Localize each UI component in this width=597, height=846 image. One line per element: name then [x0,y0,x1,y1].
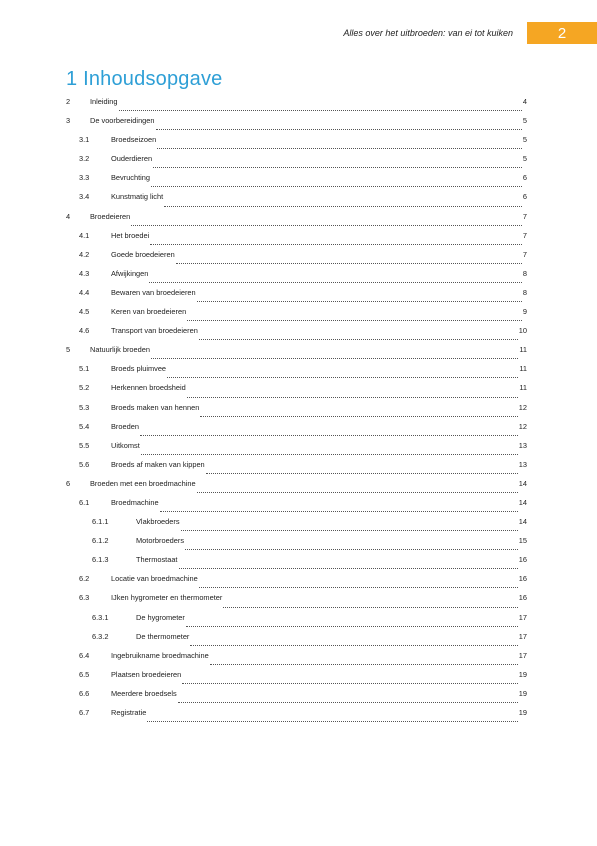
toc-entry[interactable] [66,345,527,364]
toc-dot-leader [141,454,518,455]
toc-entry-number: 4.3 [79,268,90,278]
toc-entry-page: 11 [519,364,527,374]
toc-entry-page: 7 [522,211,527,221]
toc-entry-page: 8 [522,268,527,278]
toc-entry-title: De voorbereidingen [90,116,155,126]
toc-entry-number: 5.4 [79,421,90,431]
toc-entry-page: 14 [518,497,527,507]
toc-entry-number: 4.1 [79,230,90,240]
toc-dot-leader [164,206,522,207]
toc-entry-number: 5.2 [79,383,90,393]
toc-entry[interactable] [66,231,527,250]
toc-entry-title: Motorbroeders [136,536,185,546]
toc-entry-number: 6.3.2 [92,631,109,641]
toc-entry-title: Ouderdieren [111,154,153,164]
toc-entry-page: 19 [518,708,527,717]
header-title: Alles over het uitbroeden: van ei tot kuiken [343,28,513,38]
toc-entry-page: 13 [518,459,527,469]
toc-entry-page: 14 [518,517,527,527]
toc-entry[interactable] [66,326,527,345]
toc-heading: 1 Inhoudsopgave [66,68,223,90]
toc-entry[interactable] [66,288,527,307]
toc-entry-title: Herkennen broedsheid [111,383,186,393]
toc-dot-leader [197,301,522,302]
toc-entry-title: Keren van broedeieren [111,307,187,317]
toc-entry[interactable] [66,422,527,441]
toc-entry-page: 7 [522,230,527,240]
toc-entry-number: 6 [66,478,71,488]
toc-entry-number: 4 [66,211,71,221]
toc-entry-page: 19 [518,669,527,679]
toc-dot-leader [149,282,521,283]
toc-dot-leader [186,626,518,627]
toc-entry[interactable] [66,116,527,135]
toc-entry-page: 12 [518,421,527,431]
toc-entry-title: Thermostaat [136,555,178,565]
toc-entry[interactable] [66,154,527,173]
toc-entry[interactable] [66,135,527,154]
toc-entry-number: 6.7 [79,708,90,717]
toc-entry-page: 12 [518,402,527,412]
toc-entry-page: 11 [519,383,527,393]
toc-dot-leader [187,397,519,398]
toc-entry-title: Het broedei [111,230,150,240]
toc-entry[interactable] [66,364,527,383]
toc-entry-number: 6.3.1 [92,612,109,622]
toc-entry-page: 15 [518,536,527,546]
toc-entry[interactable] [66,613,527,632]
toc-entry-title: Natuurlijk broeden [90,345,150,355]
toc-entry-number: 5.1 [79,364,90,374]
toc-entry-number: 6.5 [79,669,90,679]
toc-entry-number: 6.1.1 [92,517,109,527]
toc-entry[interactable] [66,517,527,536]
toc-dot-leader [199,339,518,340]
toc-entry-page: 11 [519,345,527,355]
toc-entry[interactable] [66,498,527,517]
toc-entry[interactable] [66,212,527,231]
toc-dot-leader [182,683,518,684]
toc-dot-leader [160,511,518,512]
toc-dot-leader [151,358,518,359]
toc-entry-page: 10 [518,326,527,336]
toc-entry[interactable] [66,574,527,593]
toc-dot-leader [197,492,518,493]
toc-entry[interactable] [66,670,527,689]
toc-entry-title: Bevruchting [111,173,151,183]
toc-dot-leader [210,664,518,665]
toc-entry-page: 5 [522,154,527,164]
table-of-contents [66,97,527,727]
page-number: 2 [557,24,567,42]
toc-entry-title: Meerdere broedsels [111,688,177,698]
toc-entry-number: 4.4 [79,287,90,297]
toc-entry[interactable] [66,479,527,498]
toc-entry-title: Uitkomst [111,440,140,450]
toc-dot-leader [187,320,522,321]
toc-entry-number: 5 [66,345,71,355]
toc-entry-title: Broedeieren [90,211,131,221]
toc-entry-title: De hygrometer [136,612,185,622]
toc-entry-number: 3.2 [79,154,90,164]
page-header [343,22,597,44]
toc-entry-title: Bewaren van broedeieren [111,287,196,297]
toc-dot-leader [178,702,518,703]
toc-entry-title: Vlakbroeders [136,517,180,527]
toc-entry-page: 17 [518,612,527,622]
toc-dot-leader [223,607,517,608]
toc-entry-number: 3.1 [79,135,90,145]
toc-entry-number: 4.6 [79,326,90,336]
toc-entry-number: 6.6 [79,688,90,698]
toc-entry-number: 6.1.2 [92,536,109,546]
toc-entry-page: 16 [518,555,527,565]
page-number-badge [527,22,597,44]
toc-entry-title: Broeds af maken van kippen [111,459,205,469]
toc-entry-number: 6.1.3 [92,555,109,565]
toc-entry-title: Broeden met een broedmachine [90,478,196,488]
toc-entry[interactable] [66,250,527,269]
toc-dot-leader [150,244,522,245]
toc-entry-title: Inleiding [90,97,118,106]
toc-entry-number: 4.5 [79,307,90,317]
toc-entry[interactable] [66,555,527,574]
toc-entry[interactable] [66,173,527,192]
toc-dot-leader [131,225,522,226]
toc-entry-page: 17 [518,650,527,660]
toc-entry-title: Plaatsen broedeieren [111,669,182,679]
toc-dot-leader [151,186,522,187]
toc-entry-page: 16 [518,593,527,603]
toc-entry-title: Transport van broedeieren [111,326,198,336]
toc-entry-number: 5.3 [79,402,90,412]
toc-entry-page: 4 [522,97,527,106]
toc-entry-page: 5 [522,116,527,126]
toc-entry-number: 6.2 [79,574,90,584]
toc-dot-leader [119,110,522,111]
toc-entry-page: 7 [522,249,527,259]
toc-entry-title: Broedseizoen [111,135,157,145]
toc-entry-title: Broeds pluimvee [111,364,167,374]
toc-entry[interactable] [66,536,527,555]
toc-entry-page: 19 [518,688,527,698]
toc-entry-number: 3 [66,116,71,126]
toc-entry[interactable] [66,708,527,727]
toc-entry[interactable] [66,593,527,612]
toc-entry[interactable] [66,97,527,116]
toc-entry-number: 2 [66,97,71,106]
toc-entry-title: Locatie van broedmachine [111,574,198,584]
toc-entry-title: Broeden [111,421,139,431]
toc-entry-page: 6 [522,192,527,202]
toc-dot-leader [181,530,518,531]
toc-entry[interactable] [66,632,527,651]
toc-dot-leader [206,473,518,474]
toc-entry-title: Broedmachine [111,497,159,507]
toc-entry-page: 8 [522,287,527,297]
toc-entry-title: Ingebruikname broedmachine [111,650,209,660]
toc-entry-title: IJken hygrometer en thermometer [111,593,223,603]
toc-dot-leader [147,721,517,722]
toc-entry-number: 5.5 [79,440,90,450]
toc-dot-leader [190,645,517,646]
toc-entry-number: 6.1 [79,497,90,507]
toc-entry-number: 3.3 [79,173,90,183]
toc-entry-page: 16 [518,574,527,584]
toc-entry-title: De thermometer [136,631,190,641]
toc-entry-number: 4.2 [79,249,90,259]
toc-entry-number: 6.4 [79,650,90,660]
toc-dot-leader [200,416,517,417]
toc-entry[interactable] [66,269,527,288]
toc-entry[interactable] [66,307,527,326]
toc-entry-page: 9 [522,307,527,317]
toc-entry-number: 6.3 [79,593,90,603]
toc-entry[interactable] [66,460,527,479]
toc-dot-leader [167,377,518,378]
toc-dot-leader [140,435,518,436]
toc-dot-leader [185,549,518,550]
toc-entry-title: Afwijkingen [111,268,149,278]
toc-dot-leader [157,148,522,149]
toc-dot-leader [179,568,518,569]
toc-dot-leader [153,167,522,168]
toc-entry-page: 14 [518,478,527,488]
toc-entry[interactable] [66,403,527,422]
toc-dot-leader [176,263,522,264]
toc-entry-page: 17 [518,631,527,641]
toc-entry[interactable] [66,651,527,670]
toc-entry[interactable] [66,441,527,460]
toc-entry-title: Registratie [111,708,147,717]
toc-entry-number: 3.4 [79,192,90,202]
toc-entry-page: 5 [522,135,527,145]
toc-entry-number: 5.6 [79,459,90,469]
toc-dot-leader [199,587,518,588]
toc-entry-title: Kunstmatig licht [111,192,164,202]
toc-entry[interactable] [66,192,527,211]
toc-entry-page: 13 [518,440,527,450]
toc-entry-title: Broeds maken van hennen [111,402,200,412]
toc-entry-page: 6 [522,173,527,183]
toc-entry[interactable] [66,689,527,708]
toc-dot-leader [156,129,522,130]
toc-entry[interactable] [66,383,527,402]
toc-entry-title: Goede broedeieren [111,249,175,259]
